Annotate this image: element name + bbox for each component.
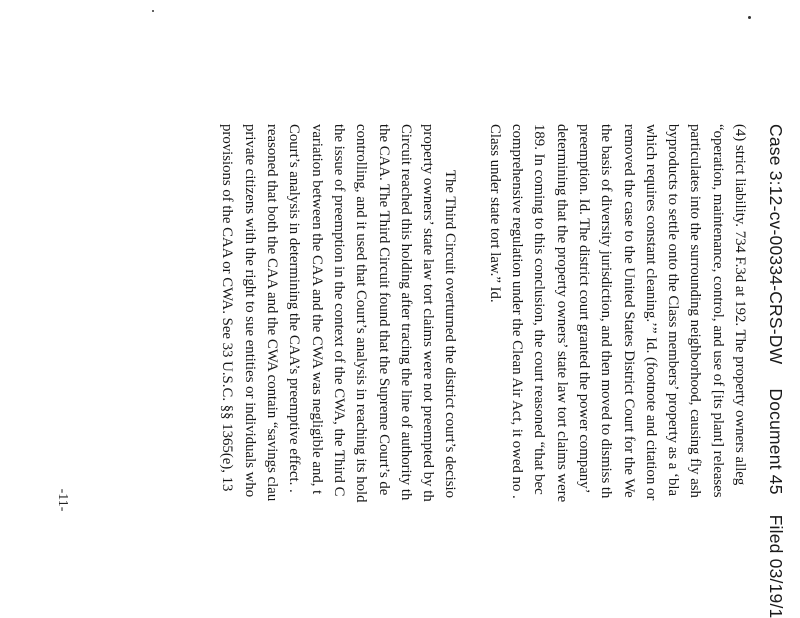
text-line: determining that the property owners’ state law tort claims were xyxy=(553,124,570,503)
case-number: Case 3:12-cv-00334-CRS-DW xyxy=(766,124,786,365)
text-line: Court’s analysis in determining the CAA’s preemptive effect. . xyxy=(286,124,303,493)
text-line: byproducts to settle onto the Class members’ property as a ‘bla xyxy=(665,124,682,497)
text-line: property owners’ state law tort claims were not preempted by th xyxy=(420,124,437,502)
text-line: which requires constant cleaning.’” Id. (footnote and citation or xyxy=(642,124,659,501)
text-line: the issue of preemption in the context of the CWA, the Third C xyxy=(330,124,347,497)
text-line: preemption. Id. The district court granted the power company’ xyxy=(575,124,592,494)
text-line: variation between the CAA and the CWA was negligible and, t xyxy=(308,124,325,495)
page-number: -11- xyxy=(55,488,70,512)
text-line: the basis of diversity jurisdiction, and then moved to dismiss th xyxy=(598,124,615,499)
text-line: removed the case to the United States District Court for the We xyxy=(620,124,637,498)
text-line: comprehensive regulation under the Clean Air Act, it owed no . xyxy=(509,124,526,499)
paragraph-start-line: The Third Circuit overturned the district court’s decisio xyxy=(442,170,459,499)
text-line: Class under state tort law.” Id. xyxy=(486,124,503,303)
text-line: reasoned that both the CAA and the CWA contain “savings clau xyxy=(264,124,281,502)
document-number: Document 45 xyxy=(766,388,786,495)
filed-date: Filed 03/19/1 xyxy=(766,514,786,618)
opinion-body xyxy=(216,124,751,618)
text-line: Circuit reached this holding after tracing the line of authority th xyxy=(397,124,414,501)
text-line: 189. In coming to this conclusion, the court reasoned “that bec xyxy=(531,124,548,495)
text-line: particulates into the surrounding neighborhood, causing fly ash xyxy=(687,124,704,498)
case-header xyxy=(765,124,786,618)
text-line: provisions of the CAA or CWA. See 33 U.S.C. §§ 1365(e), 13 xyxy=(219,124,236,492)
text-line: the CAA. The Third Circuit found that the Supreme Court’s de xyxy=(375,124,392,496)
text-line: controlling, and it used that Court’s analysis in reaching its hold xyxy=(353,124,370,503)
text-line: “operation, maintenance, control, and use of [its plant] releases xyxy=(709,124,726,498)
text-line: (4) strict liability. 734 F.3d at 192. The property owners alleg xyxy=(732,124,748,486)
text-line: private citizens with the right to sue entities or individuals who xyxy=(241,124,258,498)
